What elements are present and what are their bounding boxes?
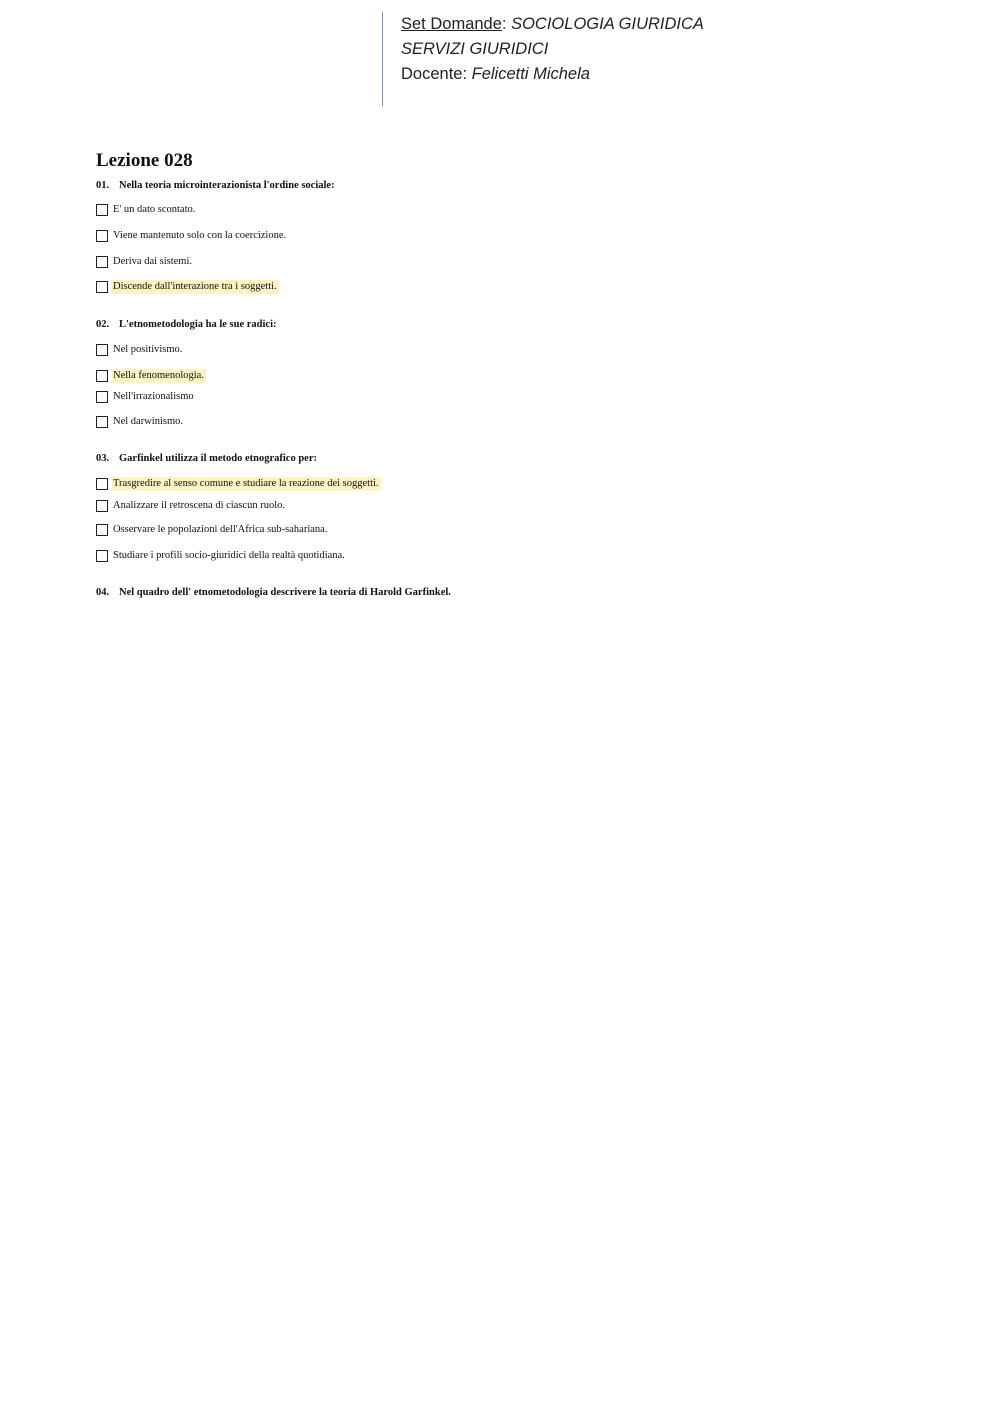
option-text: Viene mantenuto solo con la coercizione. xyxy=(113,230,287,241)
question-text: Nel quadro dell' etnometodologia descrivere la teoria di Harold Garfinkel. xyxy=(119,587,451,598)
teacher-line xyxy=(401,62,704,87)
set-line xyxy=(401,12,704,37)
option-text: Studiare i profili socio-giuridici della realtà quotidiana. xyxy=(113,550,345,561)
lesson-title: Lezione 028 xyxy=(96,150,193,171)
checkbox[interactable] xyxy=(96,416,108,428)
option-text: Analizzare il retroscena di ciascun ruolo. xyxy=(113,500,286,511)
question-number: 01. xyxy=(96,180,110,191)
question-number: 03. xyxy=(96,453,110,464)
option-2-2[interactable] xyxy=(96,368,206,384)
option-1-1[interactable] xyxy=(96,202,197,218)
option-text-highlighted: Nella fenomenologia. xyxy=(113,370,204,381)
option-1-3[interactable] xyxy=(96,254,194,270)
question-number: 02. xyxy=(96,319,110,330)
checkbox[interactable] xyxy=(96,391,108,403)
question-number: 04. xyxy=(96,587,110,598)
option-3-1[interactable] xyxy=(96,476,381,492)
set-colon: : xyxy=(501,15,507,33)
checkbox[interactable] xyxy=(96,204,108,216)
set-label: Set Domande xyxy=(401,15,502,33)
option-text: Nel darwinismo. xyxy=(113,416,183,427)
question-2 xyxy=(96,319,277,330)
question-3 xyxy=(96,453,317,464)
teacher-name: Felicetti Michela xyxy=(471,65,590,83)
question-text: Nella teoria microinterazionista l'ordine sociale: xyxy=(119,180,335,191)
option-1-4[interactable] xyxy=(96,279,279,295)
checkbox[interactable] xyxy=(96,524,108,536)
question-1 xyxy=(96,180,335,191)
checkbox[interactable] xyxy=(96,478,108,490)
option-3-3[interactable] xyxy=(96,522,329,538)
option-3-4[interactable] xyxy=(96,548,347,564)
option-text-highlighted: Trasgredire al senso comune e studiare la reazione dei soggetti. xyxy=(113,478,379,489)
option-3-2[interactable] xyxy=(96,498,287,514)
document-header xyxy=(382,12,704,106)
question-text: L'etnometodologia ha le sue radici: xyxy=(119,319,277,330)
checkbox[interactable] xyxy=(96,344,108,356)
option-1-2[interactable] xyxy=(96,228,288,244)
option-text: E' un dato scontato. xyxy=(113,204,196,215)
checkbox[interactable] xyxy=(96,370,108,382)
option-text-highlighted: Discende dall'interazione tra i soggetti. xyxy=(113,281,277,292)
checkbox[interactable] xyxy=(96,550,108,562)
checkbox[interactable] xyxy=(96,230,108,242)
option-text: Osservare le popolazioni dell'Africa sub-sahariana. xyxy=(113,524,328,535)
option-text: Nel positivismo. xyxy=(113,344,183,355)
option-2-4[interactable] xyxy=(96,414,185,430)
teacher-label: Docente: xyxy=(401,65,468,83)
option-text: Nell'irrazionalismo xyxy=(113,391,194,402)
option-text: Deriva dai sistemi. xyxy=(113,256,193,267)
option-2-3[interactable] xyxy=(96,389,196,405)
question-4 xyxy=(96,587,451,598)
option-2-1[interactable] xyxy=(96,342,184,358)
checkbox[interactable] xyxy=(96,500,108,512)
checkbox[interactable] xyxy=(96,281,108,293)
checkbox[interactable] xyxy=(96,256,108,268)
course-subtitle: SERVIZI GIURIDICI xyxy=(401,40,549,58)
course-title: SOCIOLOGIA GIURIDICA xyxy=(511,15,704,33)
course-subtitle-line xyxy=(401,37,704,62)
question-text: Garfinkel utilizza il metodo etnografico per: xyxy=(119,453,317,464)
